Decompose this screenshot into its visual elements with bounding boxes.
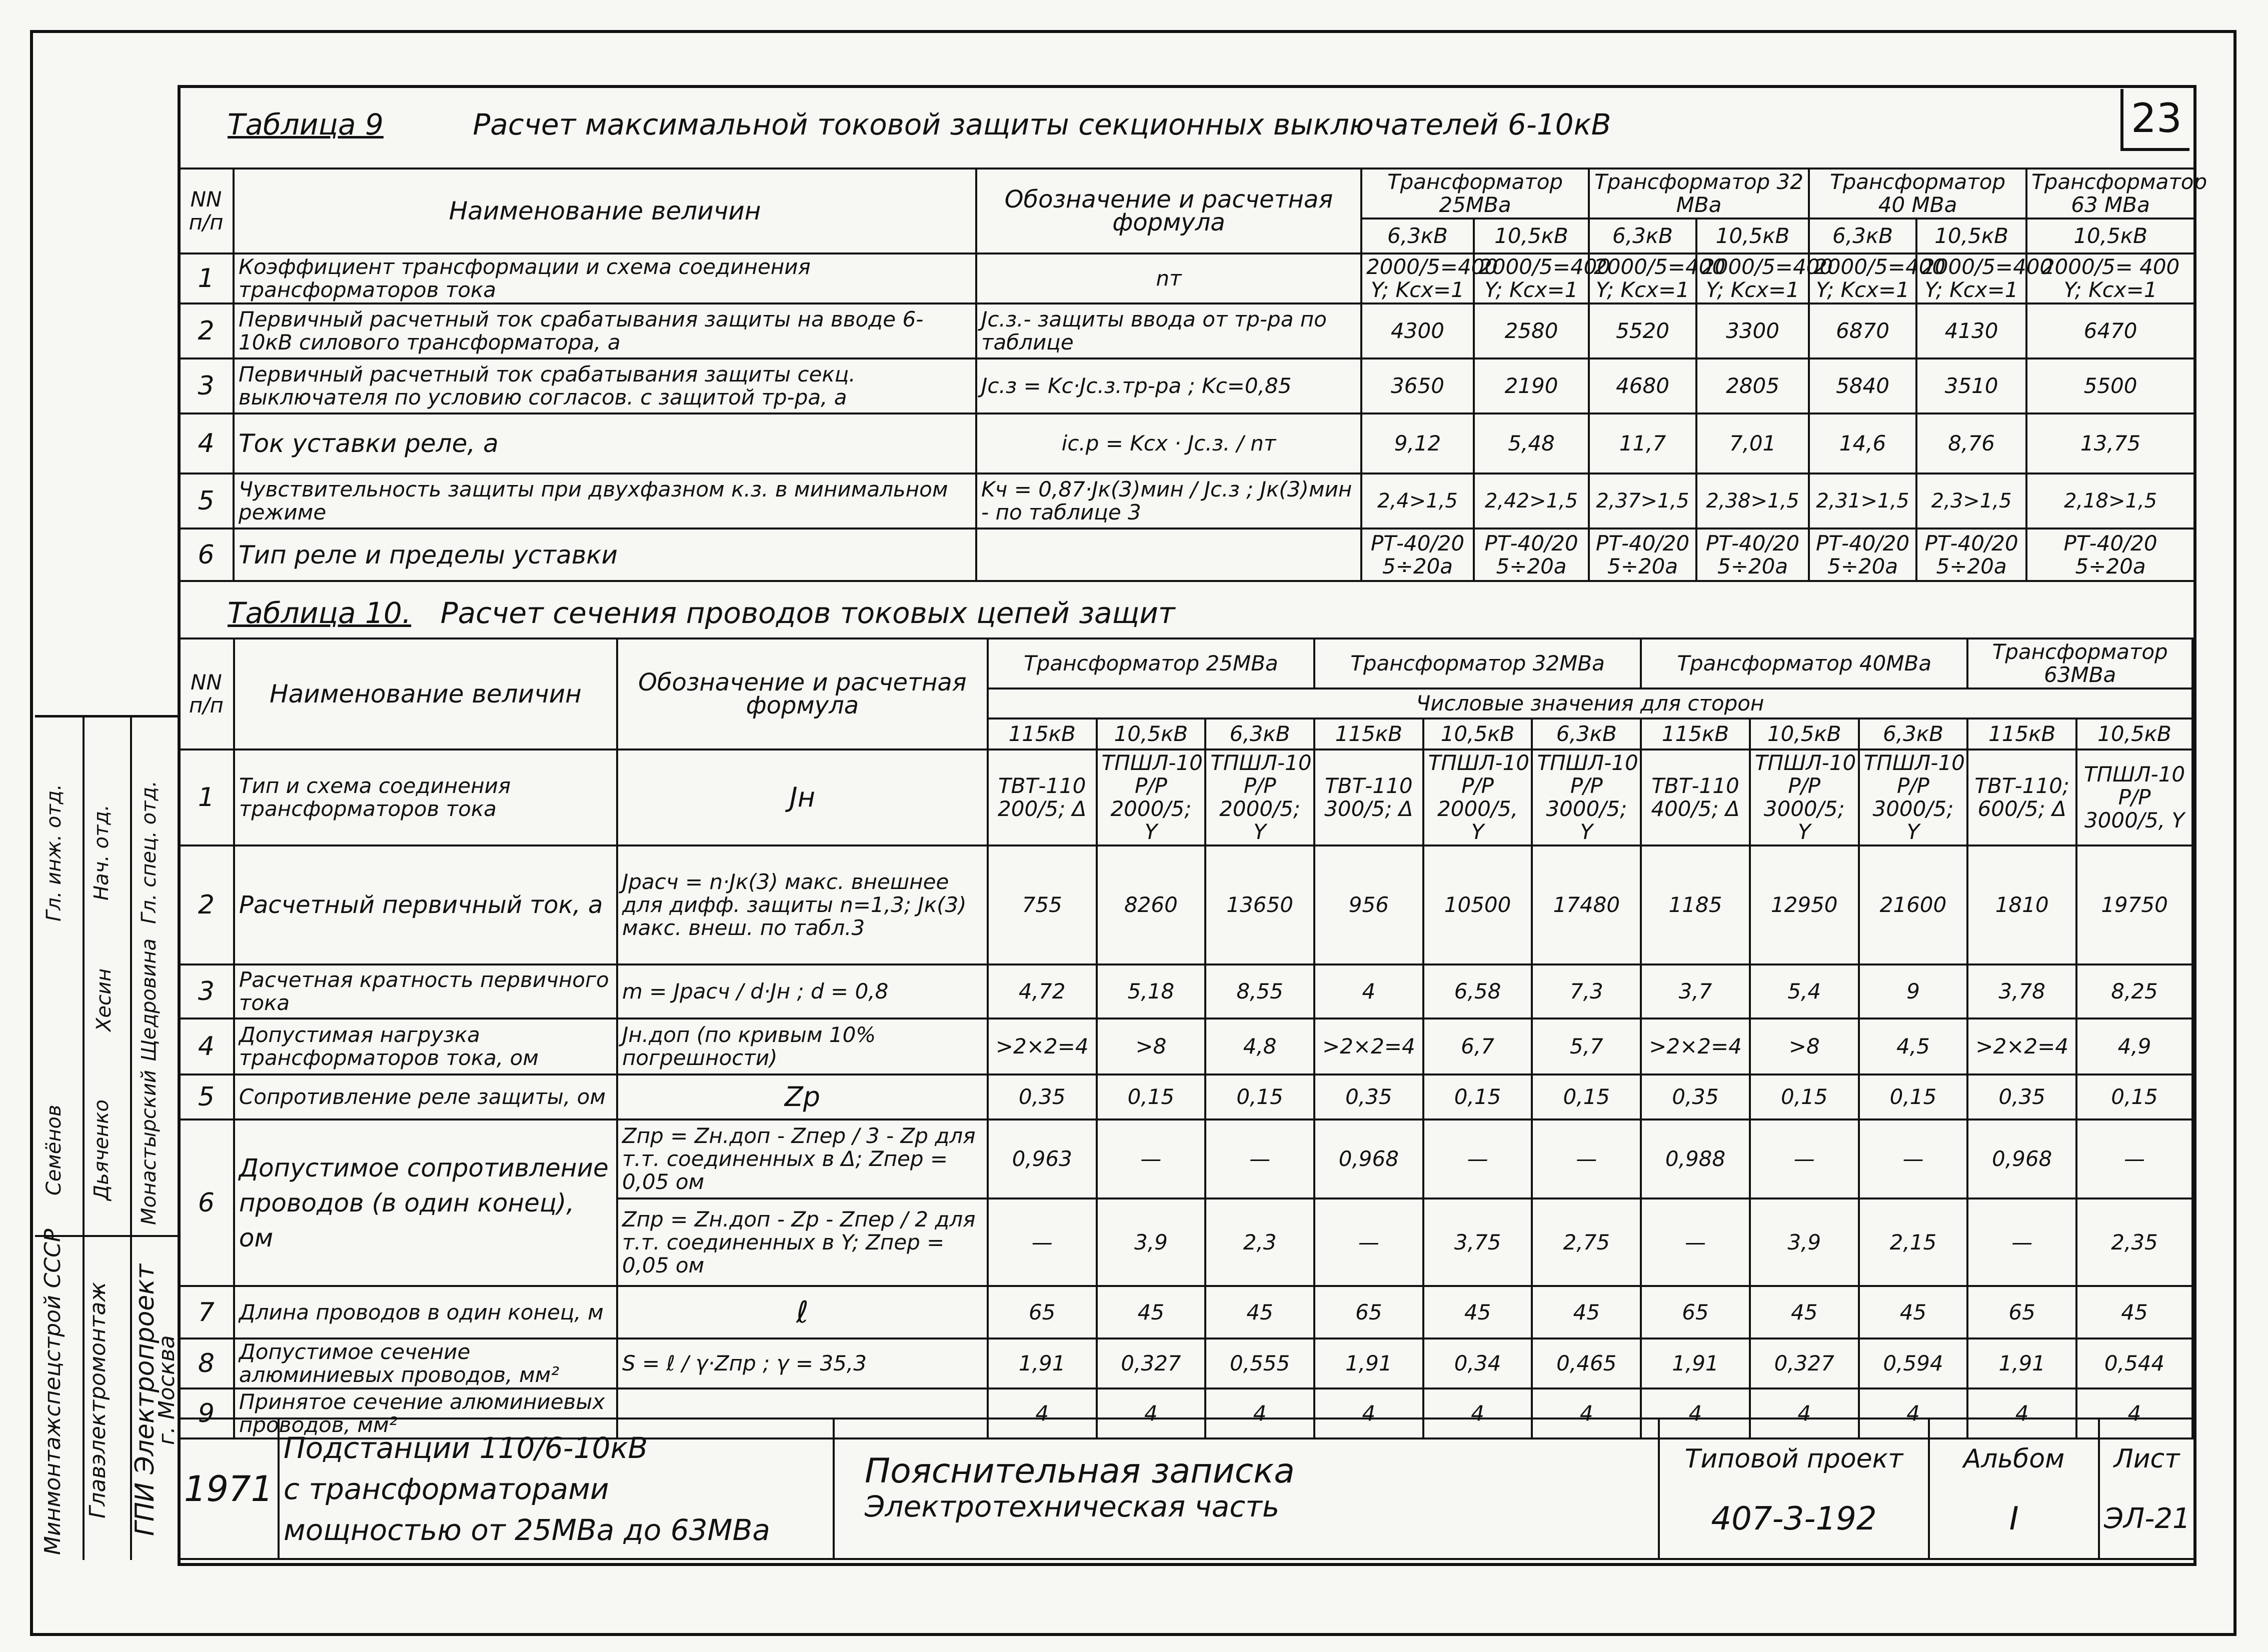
table9-title: Расчет максимальной токовой защиты секционных выключателей 6-10кВ xyxy=(473,108,1611,142)
type-label: Типовой проект xyxy=(1684,1444,1903,1474)
t9-hdr-tr63: Трансформатор 63 МВа xyxy=(2026,168,2194,218)
cell-value: 4,72 xyxy=(988,964,1097,1018)
table10-title: Расчет сечения проводов токовых цепей защит xyxy=(440,596,1175,630)
stamp-name1: Семёнов xyxy=(43,1104,66,1196)
row-name: Первичный расчетный ток срабатывания защиты на вводе 6-10кВ силового трансформатора, а xyxy=(234,304,976,358)
table9 xyxy=(178,168,2207,582)
cell-value: 7,01 xyxy=(1696,414,1809,474)
cell-value: 956 xyxy=(1314,846,1423,964)
cell-value: 5,48 xyxy=(1474,414,1589,474)
cell-value: 45 xyxy=(1859,1286,1968,1338)
cell-value: 5,7 xyxy=(1532,1018,1641,1074)
cell-value: 2,18>1,5 xyxy=(2026,474,2194,528)
row-number: 3 xyxy=(179,964,234,1018)
cell-value: ТПШЛ-10 Р/Р 2000/5, Y xyxy=(1423,750,1532,846)
cell-value: 2,37>1,5 xyxy=(1589,474,1696,528)
cell-value: 4 xyxy=(988,1388,1097,1438)
row-name: Расчетная кратность первичного тока xyxy=(234,964,617,1018)
t10-hdr-nn: NN п/п xyxy=(179,638,234,750)
cell-value: 7,3 xyxy=(1532,964,1641,1018)
row-number: 9 xyxy=(179,1388,234,1438)
row-formula: Jс.з = Kс·Jс.з.тр-ра ; Kс=0,85 xyxy=(976,358,1361,414)
cell-value: 2,4>1,5 xyxy=(1361,474,1474,528)
cell-value: ТПШЛ-10 Р/Р 3000/5, Y xyxy=(2076,750,2192,846)
album-label: Альбом xyxy=(1963,1444,2065,1474)
row-name: Тип и схема соединения трансформаторов тока xyxy=(234,750,617,846)
cell-value: — xyxy=(1532,1120,1641,1198)
t10-hdr-v105: 10,5кВ xyxy=(1423,718,1532,750)
t10-hdr-v115: 115кВ xyxy=(1641,718,1750,750)
cell-value: 2,15 xyxy=(1859,1198,1968,1286)
cell-value: 10500 xyxy=(1423,846,1532,964)
row-name: Тип реле и пределы уставки xyxy=(234,528,976,581)
row-formula: Zпр = Zн.доп - Zпер / 3 - Zр для т.т. соединенных в Δ; Zпер = 0,05 ом xyxy=(617,1120,988,1198)
t10-hdr-v63: 6,3кВ xyxy=(1859,718,1968,750)
cell-value: 2000/5=400 Y; Kсх=1 xyxy=(1361,254,1474,304)
cell-value: 4 xyxy=(1314,964,1423,1018)
cell-value: 0,15 xyxy=(1423,1074,1532,1120)
cell-value: 0,544 xyxy=(2076,1338,2192,1388)
table-row xyxy=(179,1074,2192,1120)
substation-line1: Подстанции 110/6-10кВ xyxy=(284,1430,648,1465)
cell-value: 5840 xyxy=(1809,358,1916,414)
row-number: 2 xyxy=(179,304,234,358)
cell-value: РТ-40/20 5÷20а xyxy=(1809,528,1916,581)
cell-value: 3,75 xyxy=(1423,1198,1532,1286)
table-row xyxy=(179,254,2194,304)
cell-value: — xyxy=(1205,1120,1314,1198)
cell-value: 4 xyxy=(1423,1388,1532,1438)
cell-value: 4300 xyxy=(1361,304,1474,358)
stamp-org3: ГПИ Электропроект xyxy=(130,1264,160,1536)
t10-hdr-v115: 115кВ xyxy=(1967,718,2076,750)
cell-value: 4,9 xyxy=(2076,1018,2192,1074)
table-row xyxy=(179,1286,2192,1338)
row-name: Сопротивление реле защиты, ом xyxy=(234,1074,617,1120)
cell-value: 2000/5=400 Y; Kсх=1 xyxy=(1809,254,1916,304)
stamp-name4: Хесин xyxy=(93,968,116,1032)
cell-value: 17480 xyxy=(1532,846,1641,964)
row-formula: Zпр = Zн.доп - Zр - Zпер / 2 для т.т. соединенных в Y; Zпер = 0,05 ом xyxy=(617,1198,988,1286)
cell-value: 8260 xyxy=(1097,846,1206,964)
title-block-substation xyxy=(279,1418,834,1559)
cell-value: 3,78 xyxy=(1967,964,2076,1018)
t10-hdr-v115: 115кВ xyxy=(1314,718,1423,750)
cell-value: — xyxy=(1097,1120,1206,1198)
t9-hdr-name: Наименование величин xyxy=(234,168,976,254)
row-number: 1 xyxy=(179,750,234,846)
cell-value: 65 xyxy=(1641,1286,1750,1338)
row-name: Длина проводов в один конец, м xyxy=(234,1286,617,1338)
row-name: Допустимое сечение алюминиевых проводов, мм² xyxy=(234,1338,617,1388)
row-formula: nт xyxy=(976,254,1361,304)
cell-value: 6470 xyxy=(2026,304,2194,358)
cell-value: 65 xyxy=(1967,1286,2076,1338)
stamp-org1: Минмонтажспецстрой СССР xyxy=(40,1228,66,1555)
row-name: Принятое сечение алюминиевых проводов, мм² xyxy=(234,1388,617,1438)
cell-value: 0,15 xyxy=(1859,1074,1968,1120)
row-formula: Jн xyxy=(617,750,988,846)
cell-value: 1,91 xyxy=(988,1338,1097,1388)
t10-hdr-name: Наименование величин xyxy=(234,638,617,750)
cell-value: >2×2=4 xyxy=(1641,1018,1750,1074)
t9-hdr-tr40: Трансформатор 40 МВа xyxy=(1809,168,2026,218)
row-number: 2 xyxy=(179,846,234,964)
table10-title-row xyxy=(228,596,1175,630)
row-number: 8 xyxy=(179,1338,234,1388)
cell-value: 4,8 xyxy=(1205,1018,1314,1074)
cell-value: — xyxy=(1750,1120,1859,1198)
cell-value: 4 xyxy=(1097,1388,1206,1438)
row-number: 6 xyxy=(179,1120,234,1286)
t9-hdr-v63: 6,3кВ xyxy=(1361,218,1474,254)
cell-value: 4 xyxy=(2076,1388,2192,1438)
table-row xyxy=(179,414,2194,474)
cell-value: 19750 xyxy=(2076,846,2192,964)
t10-hdr-formula: Обозначение и расчетная формула xyxy=(617,638,988,750)
cell-value: РТ-40/20 5÷20а xyxy=(1696,528,1809,581)
table9-label: Таблица 9 xyxy=(228,108,384,142)
cell-value: 2000/5=400 Y; Kсх=1 xyxy=(1589,254,1696,304)
t9-hdr-tr25: Трансформатор 25МВа xyxy=(1361,168,1589,218)
cell-value: 3,9 xyxy=(1750,1198,1859,1286)
cell-value: 45 xyxy=(1532,1286,1641,1338)
row-number: 7 xyxy=(179,1286,234,1338)
cell-value: 5,18 xyxy=(1097,964,1206,1018)
cell-value: 4 xyxy=(1314,1388,1423,1438)
cell-value: 4 xyxy=(1750,1388,1859,1438)
cell-value: 0,594 xyxy=(1859,1338,1968,1388)
cell-value: 1,91 xyxy=(1967,1338,2076,1388)
cell-value: >8 xyxy=(1097,1018,1206,1074)
substation-line2: с трансформаторами xyxy=(284,1472,609,1506)
table-row xyxy=(179,964,2192,1018)
row-formula: Kч = 0,87·Jк(3)мин / Jс.з ; Jк(3)мин - по таблице 3 xyxy=(976,474,1361,528)
cell-value: 21600 xyxy=(1859,846,1968,964)
cell-value: 0,465 xyxy=(1532,1338,1641,1388)
row-number: 5 xyxy=(179,1074,234,1120)
cell-value: 4 xyxy=(1641,1388,1750,1438)
cell-value: 2,75 xyxy=(1532,1198,1641,1286)
row-name: Коэффициент трансформации и схема соединения трансформаторов тока xyxy=(234,254,976,304)
cell-value: РТ-40/20 5÷20а xyxy=(1589,528,1696,581)
row-formula: Zр xyxy=(617,1074,988,1120)
row-formula xyxy=(976,528,1361,581)
cell-value: 6,58 xyxy=(1423,964,1532,1018)
t10-hdr-v105: 10,5кВ xyxy=(1097,718,1206,750)
cell-value: 0,963 xyxy=(988,1120,1097,1198)
row-number: 5 xyxy=(179,474,234,528)
cell-value: 4 xyxy=(1205,1388,1314,1438)
cell-value: ТПШЛ-10 Р/Р 3000/5; Y xyxy=(1750,750,1859,846)
row-formula: ℓ xyxy=(617,1286,988,1338)
type-value: 407-3-192 xyxy=(1711,1500,1877,1538)
cell-value: 65 xyxy=(988,1286,1097,1338)
cell-value: ТВТ-110 400/5; Δ xyxy=(1641,750,1750,846)
t10-hdr-tr63: Трансформатор 63МВа xyxy=(1967,638,2192,688)
cell-value: 2805 xyxy=(1696,358,1809,414)
cell-value: ТВТ-110; 600/5; Δ xyxy=(1967,750,2076,846)
cell-value: 755 xyxy=(988,846,1097,964)
row-number: 6 xyxy=(179,528,234,581)
row-number: 1 xyxy=(179,254,234,304)
cell-value: 0,15 xyxy=(1750,1074,1859,1120)
cell-value: 4,5 xyxy=(1859,1018,1968,1074)
cell-value: 1,91 xyxy=(1641,1338,1750,1388)
t9-hdr-tr32: Трансформатор 32 МВа xyxy=(1589,168,1809,218)
t10-hdr-v105: 10,5кВ xyxy=(1750,718,1859,750)
cell-value: 0,15 xyxy=(2076,1074,2192,1120)
cell-value: 4680 xyxy=(1589,358,1696,414)
row-formula: iс.р = Kсх · Jс.з. / nт xyxy=(976,414,1361,474)
doc-subtitle: Электротехническая часть xyxy=(865,1489,1280,1524)
cell-value: >2×2=4 xyxy=(1967,1018,2076,1074)
table-row xyxy=(179,358,2194,414)
table10-label: Таблица 10. xyxy=(228,596,412,630)
cell-value: ТПШЛ-10 Р/Р 2000/5; Y xyxy=(1097,750,1206,846)
cell-value: >2×2=4 xyxy=(1314,1018,1423,1074)
cell-value: 9,12 xyxy=(1361,414,1474,474)
t10-hdr-tr32: Трансформатор 32МВа xyxy=(1314,638,1641,688)
row-formula: m = Jрасч / d·Jн ; d = 0,8 xyxy=(617,964,988,1018)
cell-value: 0,327 xyxy=(1750,1338,1859,1388)
cell-value: 45 xyxy=(1750,1286,1859,1338)
cell-value: 3300 xyxy=(1696,304,1809,358)
cell-value: — xyxy=(1423,1120,1532,1198)
cell-value: 3650 xyxy=(1361,358,1474,414)
cell-value: 2000/5=400 Y; Kсх=1 xyxy=(1474,254,1589,304)
row-name: Допустимое сопротивление проводов (в один конец), ом xyxy=(234,1120,617,1286)
title-block-sheet xyxy=(2099,1418,2194,1559)
substation-line3: мощностью от 25МВа до 63МВа xyxy=(284,1512,770,1547)
cell-value: 8,25 xyxy=(2076,964,2192,1018)
cell-value: >2×2=4 xyxy=(988,1018,1097,1074)
row-formula: Jс.з.- защиты ввода от тр-ра по таблице xyxy=(976,304,1361,358)
cell-value: 45 xyxy=(2076,1286,2192,1338)
t9-hdr-formula: Обозначение и расчетная формула xyxy=(976,168,1361,254)
cell-value: 2,35 xyxy=(2076,1198,2192,1286)
cell-value: 0,988 xyxy=(1641,1120,1750,1198)
cell-value: 2,31>1,5 xyxy=(1809,474,1916,528)
cell-value: 0,15 xyxy=(1205,1074,1314,1120)
cell-value: ТПШЛ-10 Р/Р 2000/5; Y xyxy=(1205,750,1314,846)
stamp-name2: Дьяченко xyxy=(90,1100,113,1200)
t10-hdr-v105: 10,5кВ xyxy=(2076,718,2192,750)
table-row xyxy=(179,750,2192,846)
row-name: Ток уставки реле, а xyxy=(234,414,976,474)
cell-value: 1,91 xyxy=(1314,1338,1423,1388)
row-number: 3 xyxy=(179,358,234,414)
cell-value: 14,6 xyxy=(1809,414,1916,474)
cell-value: ТПШЛ-10 Р/Р 3000/5; Y xyxy=(1532,750,1641,846)
table9-title-row xyxy=(228,108,1611,142)
cell-value: — xyxy=(988,1198,1097,1286)
table-row xyxy=(179,304,2194,358)
row-number: 4 xyxy=(179,414,234,474)
stamp-role3: Гл. спец. отд. xyxy=(138,780,161,924)
table-row xyxy=(179,1018,2192,1074)
t9-hdr-v105: 10,5кВ xyxy=(1696,218,1809,254)
sheet-value: ЭЛ-21 xyxy=(2104,1502,2190,1535)
cell-value: 2000/5=400 Y; Kсх=1 xyxy=(1696,254,1809,304)
cell-value: 2190 xyxy=(1474,358,1589,414)
album-value: I xyxy=(2009,1500,2019,1538)
doc-title: Пояснительная записка xyxy=(865,1451,1295,1491)
cell-value: 12950 xyxy=(1750,846,1859,964)
cell-value: 0,15 xyxy=(1532,1074,1641,1120)
cell-value: 5,4 xyxy=(1750,964,1859,1018)
stamp-role2: Нач. отд. xyxy=(90,804,113,900)
row-formula: S = ℓ / γ·Zпр ; γ = 35,3 xyxy=(617,1338,988,1388)
cell-value: 0,35 xyxy=(1967,1074,2076,1120)
title-block xyxy=(178,1418,2195,1560)
t9-hdr-v63: 6,3кВ xyxy=(1809,218,1916,254)
table-row xyxy=(179,846,2192,964)
cell-value: 0,968 xyxy=(1967,1120,2076,1198)
t9-hdr-v105: 10,5кВ xyxy=(1474,218,1589,254)
t9-hdr-v105: 10,5кВ xyxy=(1916,218,2026,254)
row-name: Расчетный первичный ток, а xyxy=(234,846,617,964)
t10-hdr-v63: 6,3кВ xyxy=(1205,718,1314,750)
row-name: Допустимая нагрузка трансформаторов тока, ом xyxy=(234,1018,617,1074)
cell-value: 0,327 xyxy=(1097,1338,1206,1388)
table10 xyxy=(178,638,2193,1440)
t9-hdr-v105: 10,5кВ xyxy=(2026,218,2194,254)
t10-hdr-numeric: Числовые значения для сторон xyxy=(988,688,2192,718)
cell-value: 4 xyxy=(1532,1388,1641,1438)
cell-value: 3,7 xyxy=(1641,964,1750,1018)
cell-value: 2,3>1,5 xyxy=(1916,474,2026,528)
table-row xyxy=(179,528,2194,581)
page-number: 23 xyxy=(2120,89,2189,151)
cell-value: РТ-40/20 5÷20а xyxy=(1916,528,2026,581)
cell-value: — xyxy=(1314,1198,1423,1286)
sheet-label: Лист xyxy=(2113,1444,2180,1474)
cell-value: 0,35 xyxy=(1314,1074,1423,1120)
cell-value: 0,35 xyxy=(1641,1074,1750,1120)
cell-value: 45 xyxy=(1097,1286,1206,1338)
cell-value: ТВТ-110 300/5; Δ xyxy=(1314,750,1423,846)
stamp-org4: г. Москва xyxy=(154,1335,180,1445)
t9-hdr-nn: NN п/п xyxy=(179,168,234,254)
t10-hdr-v115: 115кВ xyxy=(988,718,1097,750)
cell-value: 5500 xyxy=(2026,358,2194,414)
stamp-name3: Монастырский xyxy=(138,1070,161,1225)
approval-stamp xyxy=(35,715,178,1560)
row-name: Первичный расчетный ток срабатывания защиты секц. выключателя по условию согласов. с защитой тр-ра, а xyxy=(234,358,976,414)
cell-value: 2,38>1,5 xyxy=(1696,474,1809,528)
cell-value: 3,9 xyxy=(1097,1198,1206,1286)
cell-value: 45 xyxy=(1205,1286,1314,1338)
cell-value: 4 xyxy=(1859,1388,1968,1438)
cell-value: 3510 xyxy=(1916,358,2026,414)
t10-hdr-tr40: Трансформатор 40МВа xyxy=(1641,638,1967,688)
table-row xyxy=(179,1120,2192,1198)
t10-hdr-tr25: Трансформатор 25МВа xyxy=(988,638,1314,688)
cell-value: — xyxy=(1859,1120,1968,1198)
cell-value: 13650 xyxy=(1205,846,1314,964)
cell-value: 8,76 xyxy=(1916,414,2026,474)
cell-value: 11,7 xyxy=(1589,414,1696,474)
cell-value: 2000/5=400 Y; Kсх=1 xyxy=(1916,254,2026,304)
cell-value: 9 xyxy=(1859,964,1968,1018)
cell-value: ТВТ-110 200/5; Δ xyxy=(988,750,1097,846)
cell-value: 0,35 xyxy=(988,1074,1097,1120)
t9-hdr-v63: 6,3кВ xyxy=(1589,218,1696,254)
cell-value: 0,15 xyxy=(1097,1074,1206,1120)
t10-hdr-v63: 6,3кВ xyxy=(1532,718,1641,750)
cell-value: 5520 xyxy=(1589,304,1696,358)
cell-value: 6,7 xyxy=(1423,1018,1532,1074)
cell-value: >8 xyxy=(1750,1018,1859,1074)
row-formula: Jрасч = n·Jк(3) макс. внешнее для дифф. защиты n=1,3; Jк(3) макс. внеш. по табл.3 xyxy=(617,846,988,964)
title-block-album xyxy=(1929,1418,2099,1559)
cell-value: — xyxy=(2076,1120,2192,1198)
cell-value: 1810 xyxy=(1967,846,2076,964)
cell-value: 6870 xyxy=(1809,304,1916,358)
title-block-type xyxy=(1659,1418,1929,1559)
stamp-org2: Главэлектромонтаж xyxy=(85,1282,111,1518)
cell-value: 45 xyxy=(1423,1286,1532,1338)
cell-value: РТ-40/20 5÷20а xyxy=(1361,528,1474,581)
table-row xyxy=(179,1338,2192,1388)
cell-value: 2580 xyxy=(1474,304,1589,358)
cell-value: 2,3 xyxy=(1205,1198,1314,1286)
cell-value: — xyxy=(1967,1198,2076,1286)
cell-value: ТПШЛ-10 Р/Р 3000/5; Y xyxy=(1859,750,1968,846)
cell-value: 2,42>1,5 xyxy=(1474,474,1589,528)
cell-value: 65 xyxy=(1314,1286,1423,1338)
row-number: 4 xyxy=(179,1018,234,1074)
cell-value: 0,34 xyxy=(1423,1338,1532,1388)
row-name: Чувствительность защиты при двухфазном к.з. в минимальном режиме xyxy=(234,474,976,528)
cell-value: 1185 xyxy=(1641,846,1750,964)
stamp-name5: Щедровина xyxy=(138,938,161,1062)
cell-value: 13,75 xyxy=(2026,414,2194,474)
cell-value: — xyxy=(1641,1198,1750,1286)
stamp-role1: Гл. инж. отд. xyxy=(43,784,66,922)
cell-value: РТ-40/20 5÷20а xyxy=(1474,528,1589,581)
row-formula: Jн.доп (по кривым 10% погрешности) xyxy=(617,1018,988,1074)
title-block-year: 1971 xyxy=(179,1418,279,1559)
table-row xyxy=(179,474,2194,528)
cell-value: 8,55 xyxy=(1205,964,1314,1018)
cell-value: 0,968 xyxy=(1314,1120,1423,1198)
cell-value: 4 xyxy=(1967,1388,2076,1438)
title-block-document xyxy=(834,1418,1659,1559)
cell-value: 2000/5= 400 Y; Kсх=1 xyxy=(2026,254,2194,304)
cell-value: РТ-40/20 5÷20а xyxy=(2026,528,2194,581)
cell-value: 0,555 xyxy=(1205,1338,1314,1388)
cell-value: 4130 xyxy=(1916,304,2026,358)
